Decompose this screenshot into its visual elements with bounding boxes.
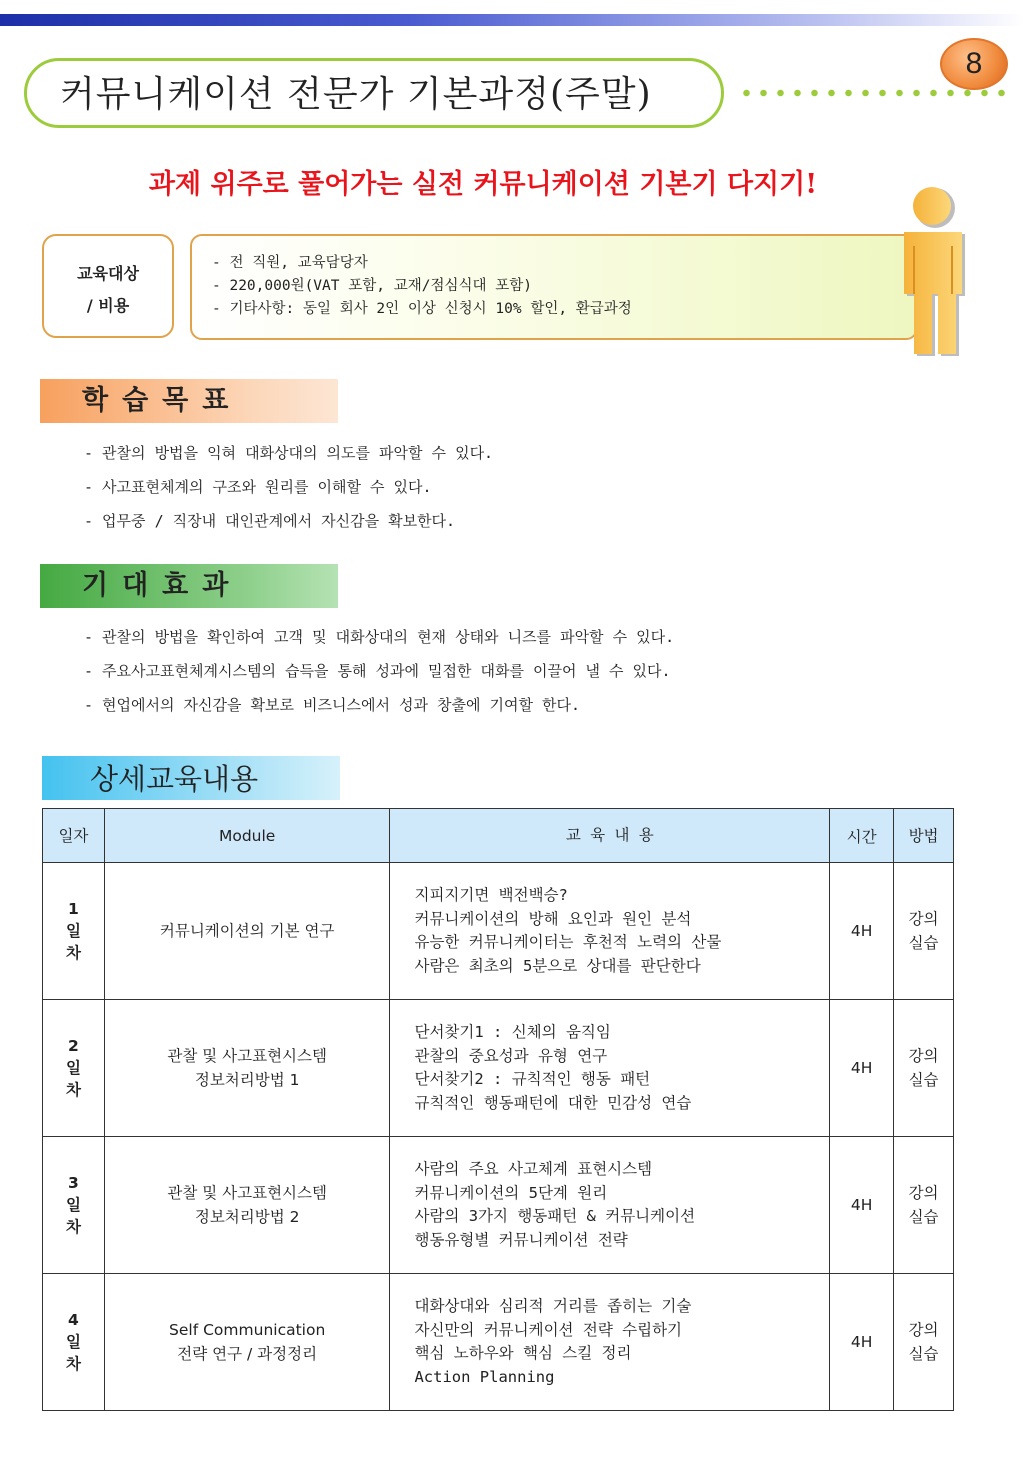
content-line: 대화상대와 심리적 거리를 좁히는 기술	[414, 1297, 692, 1315]
method-line: 실습	[908, 1208, 939, 1226]
method-cell	[894, 863, 954, 1000]
day-cell	[43, 1137, 105, 1274]
target-label	[42, 258, 174, 322]
day-number: 2	[68, 1037, 79, 1055]
content-line: 관찰의 중요성과 유형 연구	[414, 1046, 608, 1065]
module-line: 관찰 및 사고표현시스템	[167, 1047, 327, 1065]
day-il: 일	[65, 1333, 81, 1351]
module-cell	[104, 1274, 390, 1411]
content-line: 규칙적인 행동패턴에 대한 민감성 연습	[414, 1093, 692, 1112]
day-number: 4	[68, 1311, 79, 1329]
method-line: 실습	[908, 934, 939, 952]
module-line: 커뮤니케이션의 기본 연구	[159, 922, 335, 940]
content-line: 자신만의 커뮤니케이션 전략 수립하기	[414, 1320, 683, 1339]
content-line: 단서찾기1 : 신체의 움직임	[414, 1023, 611, 1041]
method-line: 실습	[908, 1345, 939, 1363]
target-info-line: - 기타사항: 동일 회사 2인 이상 신청시 10% 할인, 환급과정	[212, 301, 632, 317]
target-info-line: - 220,000원(VAT 포함, 교재/점심식대 포함)	[212, 278, 532, 294]
time-cell: 4H	[830, 1000, 894, 1137]
day-cell	[43, 863, 105, 1000]
person-figure-icon	[898, 186, 968, 358]
column-header-method: 방법	[894, 809, 954, 863]
column-header-content: 교 육 내 용	[390, 809, 830, 863]
content-line: 행동유형별 커뮤니케이션 전략	[414, 1230, 628, 1249]
target-info	[212, 252, 632, 321]
module-cell	[104, 863, 390, 1000]
learning-goals-heading: 학습목표	[40, 379, 338, 423]
list-item: - 사고표현체계의 구조와 원리를 이해할 수 있다.	[84, 478, 432, 496]
column-header-module: Module	[104, 809, 390, 863]
day-cha: 차	[65, 1355, 81, 1373]
content-line: 커뮤니케이션의 방해 요인과 원인 분석	[414, 909, 692, 928]
day-il: 일	[65, 1196, 81, 1214]
day-cell	[43, 1274, 105, 1411]
top-gradient-bar	[0, 14, 1024, 26]
day-number: 1	[68, 900, 79, 918]
method-line: 실습	[908, 1071, 939, 1089]
expected-effects-heading: 기대효과	[40, 564, 338, 608]
list-item: - 현업에서의 자신감을 확보로 비즈니스에서 성과 창출에 기여할 한다.	[84, 696, 581, 714]
content-line: 사람의 3가지 행동패턴 & 커뮤니케이션	[414, 1207, 696, 1225]
table-row	[43, 1000, 954, 1137]
content-line: Action Planning	[414, 1367, 555, 1386]
course-table	[42, 808, 954, 1411]
time-cell: 4H	[830, 863, 894, 1000]
target-info-line: - 전 직원, 교육담당자	[212, 255, 368, 271]
list-item: - 업무중 / 직장내 대인관계에서 자신감을 확보한다.	[84, 512, 456, 530]
table-row	[43, 1137, 954, 1274]
tagline: 과제 위주로 풀어가는 실전 커뮤니케이션 기본기 다지기!	[148, 169, 818, 200]
list-item: - 관찰의 방법을 익혀 대화상대의 의도를 파악할 수 있다.	[84, 444, 494, 462]
content-line: 커뮤니케이션의 5단계 원리	[414, 1183, 608, 1202]
method-line: 강의	[908, 1184, 939, 1202]
detail-content-heading: 상세교육내용	[42, 756, 340, 800]
content-line: 지피지기면 백전백승?	[414, 886, 568, 904]
target-label-line2: / 비용	[86, 296, 130, 315]
day-il: 일	[65, 922, 81, 940]
day-cell	[43, 1000, 105, 1137]
method-line: 강의	[908, 1321, 939, 1339]
content-line: 단서찾기2 : 규칙적인 행동 패턴	[414, 1070, 651, 1088]
column-header-time: 시간	[830, 809, 894, 863]
method-line: 강의	[908, 1047, 939, 1065]
module-line: 관찰 및 사고표현시스템	[167, 1184, 327, 1202]
method-cell	[894, 1000, 954, 1137]
method-cell	[894, 1137, 954, 1274]
day-number: 3	[68, 1174, 79, 1192]
column-header-day: 일자	[43, 809, 105, 863]
time-cell: 4H	[830, 1137, 894, 1274]
table-row	[43, 1274, 954, 1411]
page-title: 커뮤니케이션 전문가 기본과정(주말)	[60, 74, 652, 115]
list-item: - 관찰의 방법을 확인하여 고객 및 대화상대의 현재 상태와 니즈를 파악할 수 있다.	[84, 628, 675, 646]
table-header-row	[43, 809, 954, 863]
content-line: 사람의 주요 사고체계 표현시스템	[414, 1160, 653, 1178]
content-cell	[390, 1000, 830, 1137]
day-cha: 차	[65, 1081, 81, 1099]
module-line: 전략 연구 / 과정정리	[177, 1345, 318, 1363]
time-cell: 4H	[830, 1274, 894, 1411]
content-line: 사람은 최초의 5분으로 상대를 판단한다	[414, 956, 701, 975]
table-row	[43, 863, 954, 1000]
content-cell	[390, 1274, 830, 1411]
module-line: 정보처리방법 1	[194, 1071, 300, 1089]
day-il: 일	[65, 1059, 81, 1077]
module-cell	[104, 1000, 390, 1137]
target-label-line1: 교육대상	[77, 264, 139, 283]
module-line: 정보처리방법 2	[194, 1208, 300, 1226]
learning-goals-list	[84, 436, 493, 538]
content-cell	[390, 863, 830, 1000]
expected-effects-list	[84, 620, 674, 722]
page-number-badge: 8	[940, 38, 1008, 90]
list-item: - 주요사고표현체계시스템의 습득을 통해 성과에 밀접한 대화를 이끌어 낼 수 있다.	[84, 662, 671, 680]
content-line: 핵심 노하우와 핵심 스킬 정리	[414, 1344, 632, 1362]
content-cell	[390, 1137, 830, 1274]
module-line: Self Communication	[169, 1321, 326, 1339]
day-cha: 차	[65, 1218, 81, 1236]
module-cell	[104, 1137, 390, 1274]
day-cha: 차	[65, 944, 81, 962]
method-line: 강의	[908, 910, 939, 928]
method-cell	[894, 1274, 954, 1411]
content-line: 유능한 커뮤니케이터는 후천적 노력의 산물	[414, 933, 722, 951]
